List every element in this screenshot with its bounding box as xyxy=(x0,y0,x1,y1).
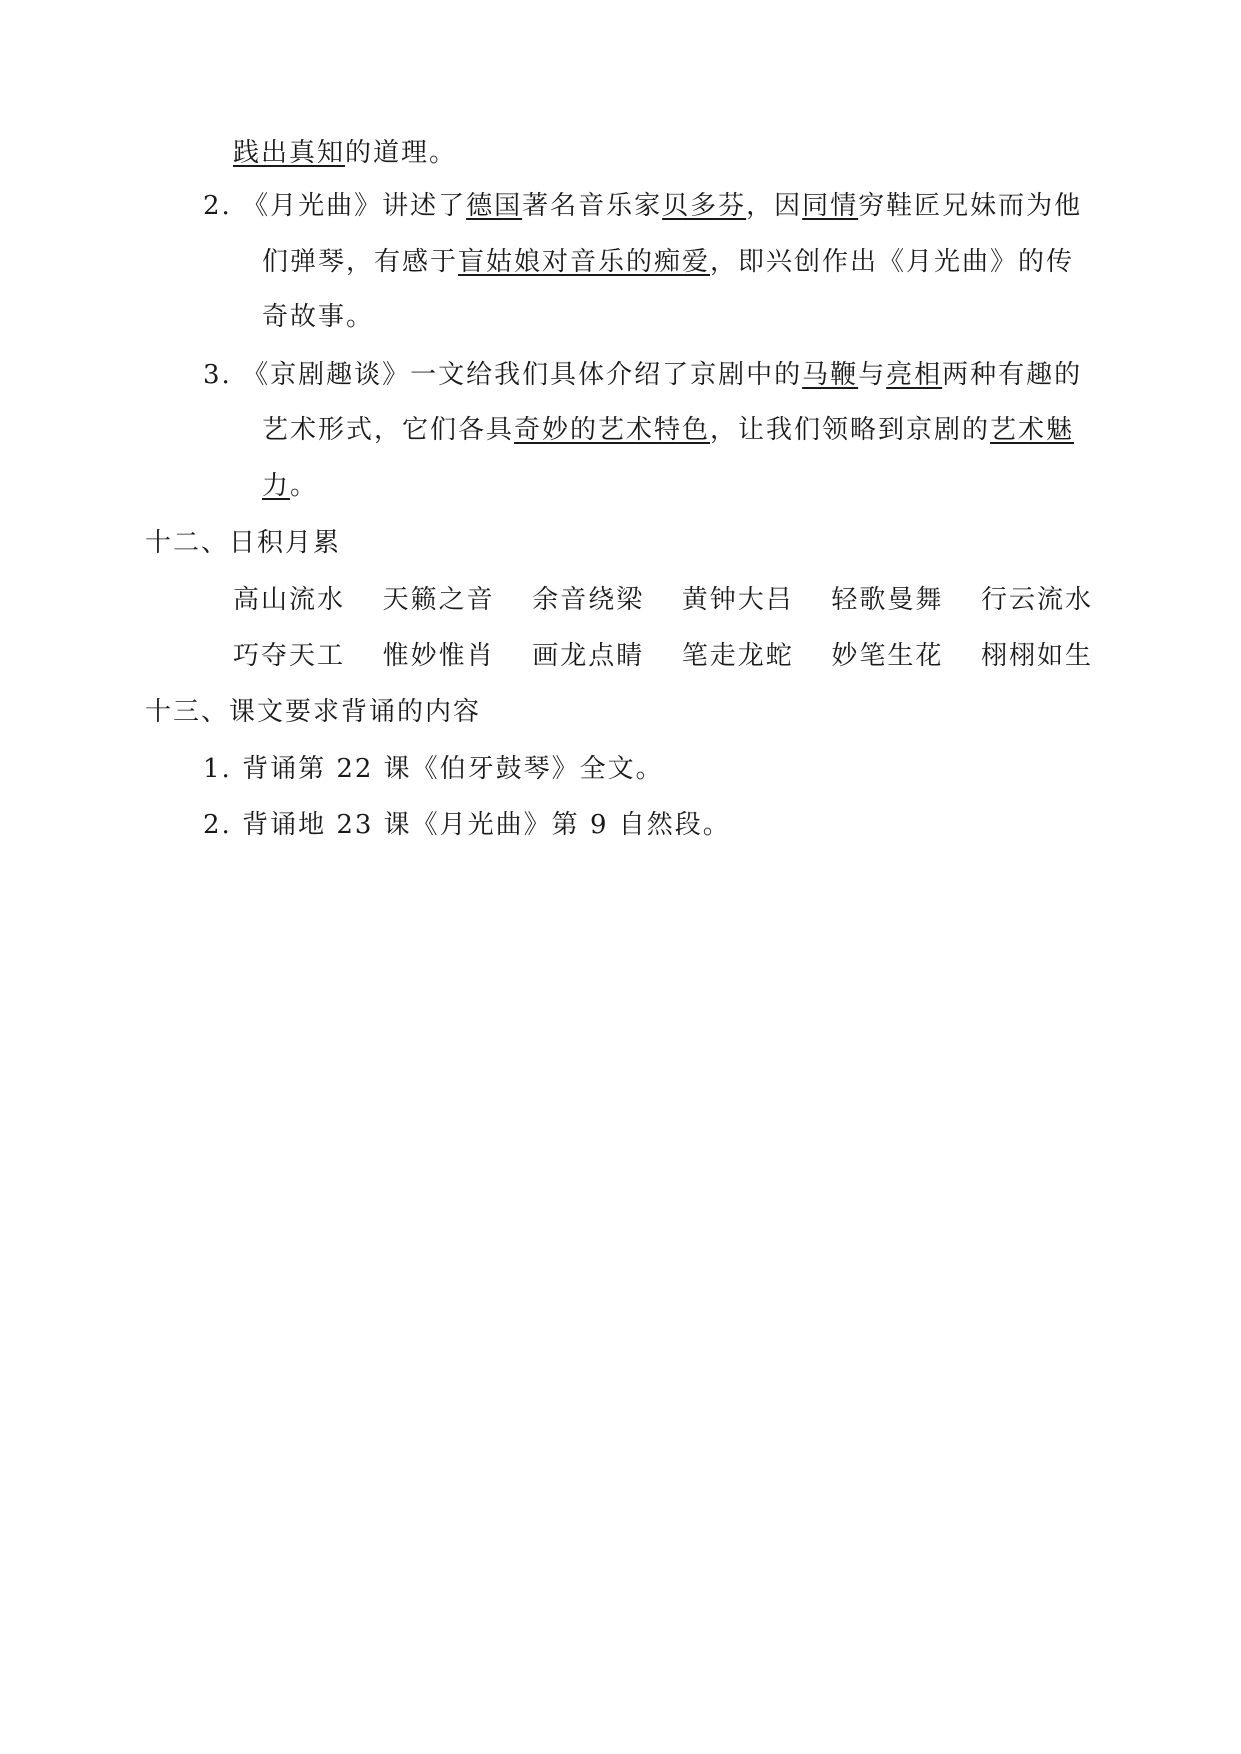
item-number: 2. xyxy=(203,191,232,221)
item-number: 3. xyxy=(203,360,232,390)
text-run: ，因 xyxy=(746,191,803,221)
underlined-answer: 贝多芬 xyxy=(662,191,747,221)
idiom: 栩栩如生 xyxy=(980,641,1093,671)
idiom: 黄钟大吕 xyxy=(681,585,794,615)
item2-line1 xyxy=(203,189,1082,223)
idiom: 天籁之音 xyxy=(382,585,495,615)
idiom: 惟妙惟肖 xyxy=(382,641,495,671)
idiom: 行云流水 xyxy=(980,585,1093,615)
text-run: 《京剧趣谈》一文给我们具体介绍了京剧中的 xyxy=(242,360,803,390)
item3-line2 xyxy=(262,413,1074,447)
idiom: 巧夺天工 xyxy=(233,641,346,671)
underlined-answer: 盲姑娘对音乐的痴爱 xyxy=(458,247,711,277)
list-item: 1. 背诵第 22 课《伯牙鼓琴》全文。 xyxy=(203,754,664,784)
idiom-row xyxy=(233,583,1093,617)
text-run: 穷鞋匠兄妹而为他 xyxy=(858,191,1083,221)
underlined-answer: 力 xyxy=(262,471,291,501)
underlined-answer: 践出真知 xyxy=(233,138,346,168)
text-run: ，即兴创作出《月光曲》的传 xyxy=(710,247,1075,277)
section-heading: 十二、日积月累 xyxy=(145,528,342,558)
text-run: 们弹琴，有感于 xyxy=(262,247,459,277)
item3-line3 xyxy=(262,469,318,503)
text-run: 《月光曲》讲述了 xyxy=(242,191,467,221)
underlined-answer: 亮相 xyxy=(886,360,943,390)
text-run: 艺术形式，它们各具 xyxy=(262,415,515,445)
item2-line2 xyxy=(262,245,1074,279)
item2-line3 xyxy=(262,300,374,334)
idiom: 余音绕梁 xyxy=(532,585,645,615)
idiom: 轻歌曼舞 xyxy=(831,585,944,615)
underlined-answer: 德国 xyxy=(466,191,523,221)
idiom: 妙笔生花 xyxy=(831,641,944,671)
item3-line1 xyxy=(203,358,1082,392)
underlined-answer: 奇妙的艺术特色 xyxy=(514,415,711,445)
idiom-row xyxy=(233,639,1093,673)
text-run: 的道理。 xyxy=(345,138,458,168)
text-run: 著名音乐家 xyxy=(522,191,663,221)
list-item: 2. 背诵地 23 课《月光曲》第 9 自然段。 xyxy=(203,810,731,840)
idiom: 笔走龙蛇 xyxy=(681,641,794,671)
underlined-answer: 同情 xyxy=(802,191,859,221)
underlined-answer: 马鞭 xyxy=(802,360,859,390)
text-run: ，让我们领略到京剧的 xyxy=(710,415,991,445)
idiom: 画龙点睛 xyxy=(532,641,645,671)
text-run: 。 xyxy=(290,471,319,501)
idiom: 高山流水 xyxy=(233,585,346,615)
item1-tail-line xyxy=(233,136,457,170)
text-run: 奇故事。 xyxy=(262,302,375,332)
text-run: 两种有趣的 xyxy=(942,360,1083,390)
section-heading: 十三、课文要求背诵的内容 xyxy=(145,697,482,727)
underlined-answer: 艺术魅 xyxy=(990,415,1075,445)
text-run: 与 xyxy=(858,360,887,390)
